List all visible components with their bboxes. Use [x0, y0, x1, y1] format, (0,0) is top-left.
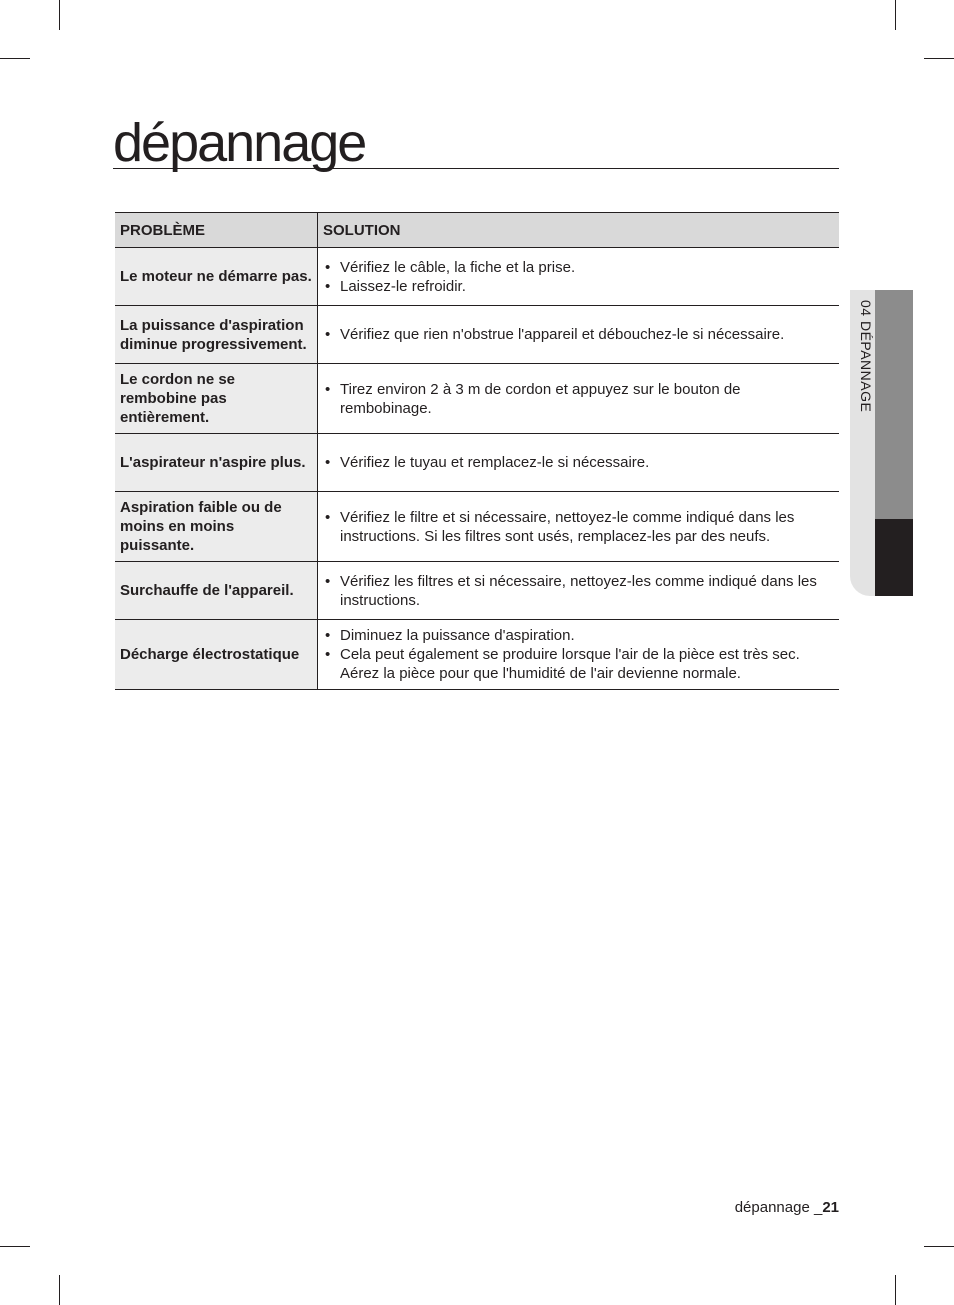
table-row	[115, 492, 839, 562]
problem-cell: L'aspirateur n'aspire plus.	[115, 434, 318, 492]
problem-cell: Le moteur ne démarre pas.	[115, 248, 318, 306]
header-problem: PROBLÈME	[115, 213, 318, 248]
solution-cell	[318, 248, 840, 306]
solution-item: • Vérifiez le tuyau et remplacez-le si nécessaire.	[323, 453, 834, 472]
table-row	[115, 248, 839, 306]
chapter-side-tab	[850, 290, 913, 596]
problem-cell: Aspiration faible ou de moins en moins puissante.	[115, 492, 318, 562]
tab-gray-band	[875, 290, 913, 519]
solution-item: • Diminuez la puissance d'aspiration.	[323, 626, 834, 645]
crop-mark	[59, 0, 60, 30]
footer-section: dépannage _	[734, 1199, 823, 1216]
solution-item: • Vérifiez le filtre et si nécessaire, nettoyez-le comme indiqué dans les instructions. Si les filtres sont usés, remplacez-les par des neufs.	[323, 508, 834, 546]
table-header-row	[115, 213, 839, 248]
crop-mark	[0, 58, 30, 59]
crop-mark	[0, 1246, 30, 1247]
crop-mark	[895, 1275, 896, 1305]
solution-item: • Vérifiez le câble, la fiche et la prise.	[323, 258, 834, 277]
table-row	[115, 306, 839, 364]
chapter-tab-label: 04 DÉPANNAGE	[858, 300, 874, 413]
header-solution: SOLUTION	[318, 213, 840, 248]
crop-mark	[924, 58, 954, 59]
solution-cell	[318, 562, 840, 620]
page-footer	[680, 1199, 839, 1216]
page-title: dépannage	[113, 108, 839, 169]
crop-mark	[59, 1275, 60, 1305]
tab-dark-band	[875, 519, 913, 596]
solution-item: • Vérifiez que rien n'obstrue l'appareil et débouchez-le si nécessaire.	[323, 325, 834, 344]
table-row	[115, 434, 839, 492]
crop-mark	[895, 0, 896, 30]
problem-cell: Décharge électrostatique	[115, 620, 318, 690]
solution-cell	[318, 434, 840, 492]
solution-cell	[318, 492, 840, 562]
problem-cell: Le cordon ne se rembobine pas entièrement.	[115, 364, 318, 434]
solution-item: • Vérifiez les filtres et si nécessaire, nettoyez-les comme indiqué dans les instructions.	[323, 572, 834, 610]
solution-item: • Tirez environ 2 à 3 m de cordon et appuyez sur le bouton de rembobinage.	[323, 380, 834, 418]
table-row	[115, 364, 839, 434]
table-row	[115, 562, 839, 620]
problem-cell: Surchauffe de l'appareil.	[115, 562, 318, 620]
solution-item: • Cela peut également se produire lorsque l'air de la pièce est très sec. Aérez la pièce pour que l'humidité de l'air devienne normale.	[323, 645, 834, 683]
table-row	[115, 620, 839, 690]
solution-cell	[318, 364, 840, 434]
page-number: 21	[822, 1199, 839, 1216]
troubleshooting-table	[115, 212, 839, 690]
solution-cell	[318, 620, 840, 690]
crop-mark	[924, 1246, 954, 1247]
solution-item: • Laissez-le refroidir.	[323, 277, 834, 296]
problem-cell: La puissance d'aspiration diminue progressivement.	[115, 306, 318, 364]
solution-cell	[318, 306, 840, 364]
